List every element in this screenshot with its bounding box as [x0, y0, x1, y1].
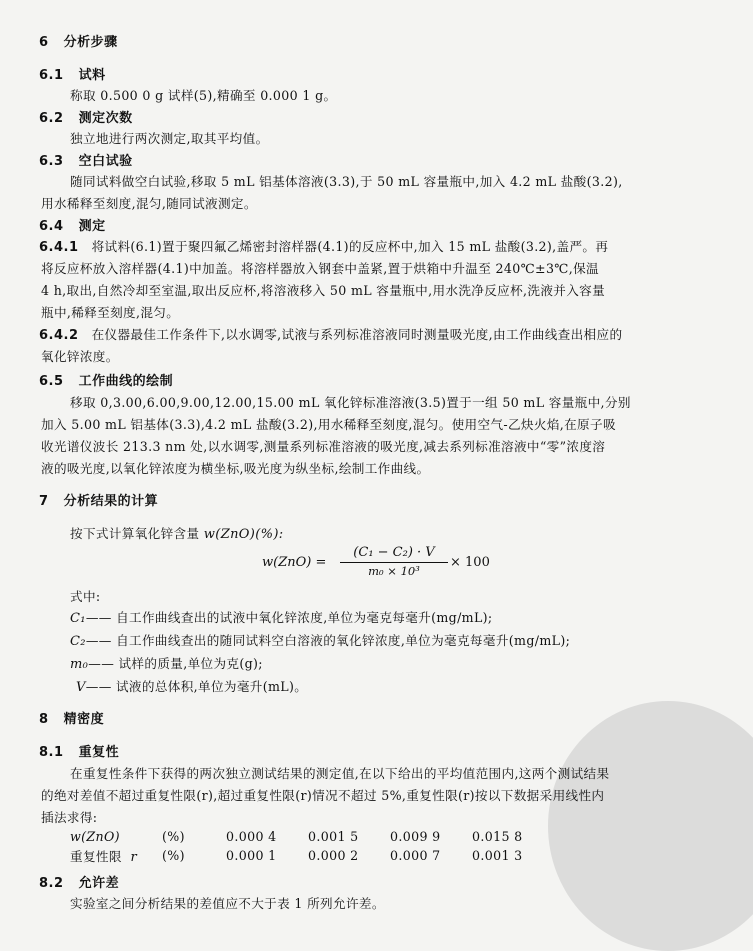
row-unit: (%) [162, 829, 185, 844]
definition-symbol: C₂ [70, 634, 86, 649]
paragraph-line: 瓶中,稀释至刻度,混匀。 [41, 305, 180, 320]
subsection-title: 试料 [78, 68, 106, 83]
section-title: 分析结果的计算 [63, 494, 159, 509]
paragraph-line: 在仪器最佳工作条件下,以水调零,试液与系列标准溶液同时测量吸光度,由工作曲线查出相应的 [91, 327, 623, 342]
paragraph: 实验室之间分析结果的差值应不大于表 1 所列允许差。 [70, 896, 385, 911]
section-8-heading [39, 708, 104, 727]
table-cell: 0.000 7 [390, 848, 441, 863]
paragraph-line: 插法求得: [41, 810, 98, 825]
subsection-title: 测定 [78, 219, 106, 234]
paragraph-line: 加入 5.00 mL 铝基体(3.3),4.2 mL 盐酸(3.2),用水稀释至刻度,混匀。使用空气-乙炔火焰,在原子吸 [41, 417, 616, 432]
where-label: 式中: [70, 589, 101, 604]
definition-text: —— 自工作曲线查出的试液中氧化锌浓度,单位为毫克每毫升(mg/mL); [85, 610, 493, 625]
table-cell: 0.000 1 [226, 848, 277, 863]
clause-number: 6.4.2 [39, 328, 79, 343]
row-symbol: r [130, 850, 138, 865]
subsection-title: 空白试验 [78, 154, 133, 169]
row-label [70, 846, 162, 865]
section-title: 分析步骤 [63, 35, 118, 50]
fraction-bar [340, 562, 448, 563]
definition-text: —— 试液的总体积,单位为毫升(mL)。 [85, 679, 308, 694]
subsection-6-4-heading [39, 215, 106, 234]
formula-numerator: (C₁ − C₂) · V [353, 545, 435, 560]
watermark-stamp [548, 701, 753, 951]
paragraph-line: 4 h,取出,自然冷却至室温,取出反应杯,将溶液移入 50 mL 容量瓶中,用水洗净反应杯,洗液并入容量 [41, 283, 606, 298]
definition-text: —— 自工作曲线查出的随同试料空白溶液的氧化锌浓度,单位为毫克每毫升(mg/mL); [85, 633, 571, 648]
section-number: 7 [39, 494, 49, 509]
subsection-title: 重复性 [78, 745, 120, 760]
paragraph-line: 用水稀释至刻度,混匀,随同试液测定。 [41, 196, 257, 211]
subsection-6-3-heading [39, 150, 133, 169]
paragraph-line: 液的吸光度,以氧化锌浓度为横坐标,吸光度为纵坐标,绘制工作曲线。 [41, 461, 430, 476]
definition-text: —— 试样的质量,单位为克(g); [88, 656, 263, 671]
paragraph-line: 的绝对差值不超过重复性限(r),超过重复性限(r)情况不超过 5%,重复性限(r)按以下数据采用线性内 [41, 788, 605, 803]
row-label-text: 重复性限 [70, 849, 122, 864]
paragraph: 独立地进行两次测定,取其平均值。 [70, 131, 269, 146]
section-7-heading [39, 490, 158, 509]
paragraph-line: 将反应杯放入溶样器(4.1)中加盖。将溶样器放入钢套中盖紧,置于烘箱中升温至 240℃±3℃,保温 [41, 261, 599, 276]
subsection-6-5-heading [39, 370, 173, 389]
subsection-8-2-heading [39, 872, 119, 891]
subsection-number: 6.5 [39, 374, 64, 389]
intro-text: 按下式计算氧化锌含量 [70, 526, 200, 541]
subsection-8-1-heading [39, 741, 119, 760]
formula-lhs: w(ZnO) = [262, 555, 327, 570]
subsection-title: 测定次数 [78, 111, 133, 126]
paragraph-line: 氧化锌浓度。 [41, 349, 119, 364]
table-row [70, 827, 554, 846]
repeatability-table [70, 827, 554, 865]
clause-6-4-2 [39, 324, 622, 343]
row-unit: (%) [162, 848, 185, 863]
definition-item [76, 676, 307, 695]
definition-symbol: m₀ [70, 657, 89, 672]
paragraph-line: 在重复性条件下获得的两次独立测试结果的测定值,在以下给出的平均值范围内,这两个测试结果 [70, 766, 610, 781]
intro-symbol: w(ZnO)(%): [203, 527, 284, 542]
clause-6-4-1 [39, 236, 608, 255]
section-title: 精密度 [63, 712, 105, 727]
table-cell: 0.015 8 [472, 829, 523, 844]
section-number: 6 [39, 35, 49, 50]
paragraph-line: 收光谱仪波长 213.3 nm 处,以水调零,测量系列标准溶液的吸光度,减去系列标准溶液中“零”浓度溶 [41, 439, 606, 454]
definition-item [70, 630, 570, 649]
section-6-heading [39, 31, 118, 50]
row-label: w(ZnO) [70, 829, 120, 844]
subsection-6-2-heading [39, 107, 133, 126]
subsection-number: 8.1 [39, 745, 64, 760]
paragraph: 称取 0.500 0 g 试样(5),精确至 0.000 1 g。 [70, 88, 337, 103]
definition-symbol: V [76, 680, 86, 695]
section-number: 8 [39, 712, 49, 727]
table-cell: 0.001 3 [472, 848, 523, 863]
subsection-number: 6.4 [39, 219, 64, 234]
formula-intro [70, 523, 284, 542]
formula-denominator: m₀ × 10³ [368, 564, 420, 578]
subsection-title: 允许差 [78, 876, 120, 891]
paragraph-line: 随同试料做空白试验,移取 5 mL 铝基体溶液(3.3),于 50 mL 容量瓶中,加入 4.2 mL 盐酸(3.2), [70, 174, 623, 189]
subsection-number: 6.3 [39, 154, 64, 169]
table-row [70, 846, 554, 865]
subsection-6-1-heading [39, 64, 106, 83]
paragraph-line: 将试料(6.1)置于聚四氟乙烯密封溶样器(4.1)的反应杯中,加入 15 mL 盐酸(3.2),盖严。再 [91, 239, 609, 254]
subsection-number: 8.2 [39, 876, 64, 891]
paragraph-line: 移取 0,3.00,6.00,9.00,12.00,15.00 mL 氧化锌标准溶液(3.5)置于一组 50 mL 容量瓶中,分别 [70, 395, 631, 410]
definition-item [70, 653, 263, 672]
table-cell: 0.000 4 [226, 829, 277, 844]
table-cell: 0.001 5 [308, 829, 359, 844]
table-cell: 0.009 9 [390, 829, 441, 844]
subsection-title: 工作曲线的绘制 [78, 374, 174, 389]
table-cell: 0.000 2 [308, 848, 359, 863]
subsection-number: 6.2 [39, 111, 64, 126]
subsection-number: 6.1 [39, 68, 64, 83]
formula-multiplier: × 100 [450, 555, 490, 570]
clause-number: 6.4.1 [39, 240, 79, 255]
definition-symbol: C₁ [70, 611, 86, 626]
definition-item [70, 607, 493, 626]
